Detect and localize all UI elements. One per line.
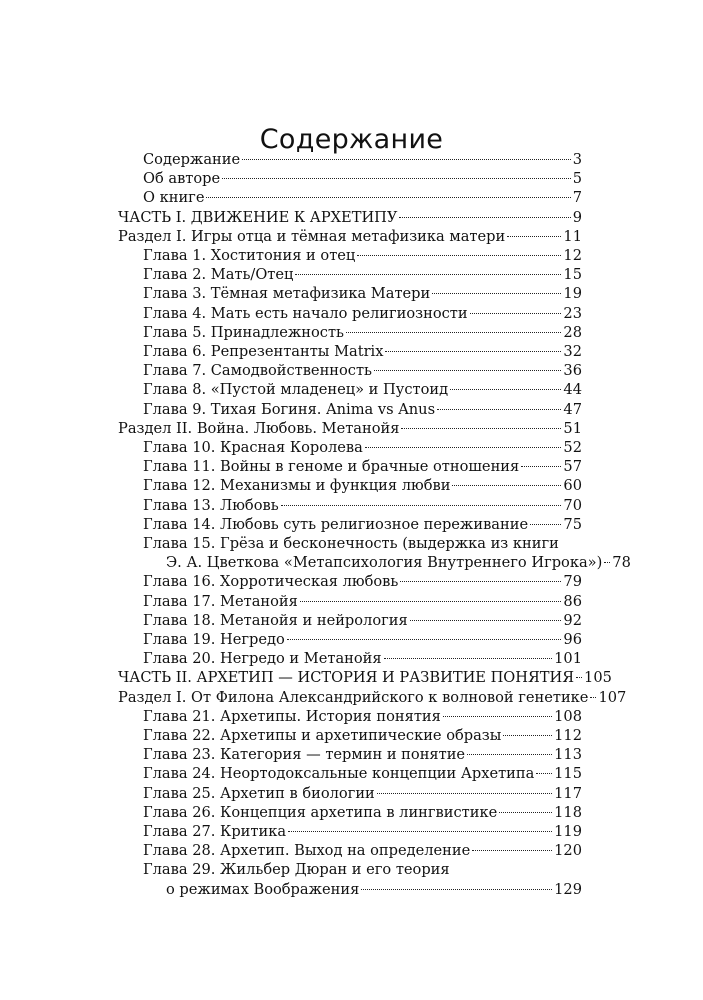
toc-entry (143, 150, 582, 170)
toc-entry (143, 707, 582, 727)
toc-entry (143, 572, 582, 592)
toc-leader-dots (452, 485, 561, 486)
toc-leader-dots (499, 812, 552, 813)
toc-entry (143, 457, 582, 477)
toc-entry (143, 860, 582, 880)
toc-leader-dots (432, 293, 561, 294)
toc-entry (143, 803, 582, 823)
toc-entry-label: Глава 8. «Пустой младенец» и Пустоид (143, 381, 449, 399)
toc-entry-label: Глава 16. Хорротическая любовь (143, 573, 399, 591)
toc-page-number: 44 (563, 381, 582, 399)
toc-entry-label: ЧАСТЬ II. АРХЕТИП — ИСТОРИЯ И РАЗВИТИЕ ПОНЯТИЯ (118, 669, 575, 687)
toc-leader-dots (604, 562, 610, 563)
toc-leader-dots (357, 255, 561, 256)
toc-entry (118, 208, 582, 228)
toc-entry-label: Глава 15. Грёза и бесконечность (выдержка из книги (143, 535, 559, 552)
toc-entry-label: О книге (143, 189, 205, 207)
toc-entry-label: Содержание (143, 151, 241, 168)
toc-entry (143, 515, 582, 535)
toc-leader-dots (281, 505, 562, 506)
toc-entry (143, 745, 582, 765)
toc-leader-dots (399, 217, 570, 218)
toc-entry (118, 668, 612, 688)
toc-entry (143, 822, 582, 842)
toc-entry (143, 496, 582, 516)
toc-leader-dots (443, 716, 552, 717)
toc-leader-dots (410, 620, 562, 621)
toc-leader-dots (300, 601, 562, 602)
toc-leader-dots (346, 332, 561, 333)
toc-entry (166, 553, 631, 573)
toc-page-number: 12 (563, 247, 582, 264)
toc-page-number: 112 (554, 727, 582, 744)
toc-entry-label: ЧАСТЬ I. ДВИЖЕНИЕ К АРХЕТИПУ (118, 208, 398, 226)
toc-entry-label: Глава 27. Критика (143, 823, 287, 840)
toc-entry (166, 880, 582, 900)
toc-page-number: 120 (554, 842, 582, 860)
toc-entry (143, 764, 582, 784)
toc-entry-label: Глава 14. Любовь суть религиозное переживание (143, 515, 529, 533)
toc-entry-label: Раздел I. Игры отца и тёмная метафизика матери (118, 227, 506, 245)
toc-entry-label: Глава 21. Архетипы. История понятия (143, 707, 441, 725)
toc-leader-dots (288, 831, 552, 832)
toc-leader-dots (521, 466, 561, 467)
toc-page-number: 15 (563, 266, 582, 284)
toc-entry-label: Глава 25. Архетип в биологии (143, 784, 375, 802)
toc-page-number: 3 (572, 151, 582, 168)
toc-leader-dots (365, 447, 562, 448)
toc-entry (143, 169, 582, 189)
toc-entry (143, 342, 582, 362)
toc-leader-dots (400, 581, 561, 582)
toc-page-number: 19 (563, 285, 582, 303)
toc-entry-label: Глава 18. Метанойя и нейрология (143, 611, 408, 629)
toc-entry (143, 380, 582, 400)
toc-leader-dots (503, 735, 552, 736)
toc-entry (143, 188, 582, 208)
toc-page-number: 70 (563, 496, 582, 514)
toc-entry-label: о режимах Воображения (166, 880, 360, 898)
toc-entry (143, 323, 582, 343)
toc-leader-dots (437, 409, 561, 410)
toc-leader-dots (287, 639, 562, 640)
toc-entry (143, 284, 582, 304)
toc-entry-label: Глава 9. Тихая Богиня. Anima vs Anus (143, 400, 436, 418)
toc-page-number: 105 (584, 669, 612, 687)
toc-page-number: 52 (563, 439, 582, 456)
toc-entry (143, 438, 582, 458)
toc-leader-dots (384, 658, 553, 659)
toc-entry-label: Глава 20. Негредо и Метанойя (143, 650, 382, 668)
toc-page-number: 96 (563, 631, 582, 648)
toc-entry (143, 534, 582, 554)
toc-entry (118, 419, 582, 439)
toc-page-number: 11 (563, 227, 582, 245)
toc-entry-label: Глава 4. Мать есть начало религиозности (143, 304, 468, 322)
toc-entry (143, 265, 582, 285)
toc-entry-label: Глава 17. Метанойя (143, 592, 298, 610)
toc-leader-dots (242, 159, 571, 160)
toc-page-number: 79 (563, 573, 582, 591)
toc-entry-label: Глава 22. Архетипы и архетипические образы (143, 727, 502, 744)
toc-page-number: 32 (563, 343, 582, 360)
toc-leader-dots (401, 428, 561, 429)
toc-entry-label: Глава 7. Самодвойственность (143, 362, 373, 380)
toc-page-number: 113 (554, 746, 582, 764)
toc-entry-label: Глава 26. Концепция архетипа в лингвистике (143, 803, 498, 821)
toc-page-number: 119 (554, 823, 582, 840)
toc-leader-dots (507, 236, 561, 237)
toc-entry-label: Глава 28. Архетип. Выход на определение (143, 842, 471, 860)
toc-leader-dots (576, 677, 582, 678)
toc-entry-label: Глава 23. Категория — термин и понятие (143, 746, 466, 764)
toc-page-number: 9 (572, 208, 582, 226)
toc-entry-label: Глава 11. Войны в геноме и брачные отношения (143, 458, 520, 476)
toc-leader-dots (536, 773, 552, 774)
toc-entry-label: Глава 13. Любовь (143, 496, 279, 514)
toc-page-number: 101 (554, 650, 582, 668)
toc-page-number: 107 (598, 688, 627, 706)
toc-page-number: 78 (612, 554, 631, 572)
toc-leader-dots (472, 850, 552, 851)
toc-page-number: 115 (554, 765, 582, 783)
toc-entry (143, 784, 582, 804)
toc-leader-dots (470, 313, 562, 314)
toc-page-number: 7 (572, 189, 582, 207)
toc-leader-dots (295, 274, 561, 275)
toc-entry (143, 726, 582, 746)
toc-page-number: 117 (554, 784, 582, 802)
toc-entry (143, 400, 582, 420)
toc-entry (143, 611, 582, 631)
toc-entry-label: Глава 29. Жильбер Дюран и его теория (143, 861, 450, 879)
toc-page-number: 57 (563, 458, 582, 476)
toc-leader-dots (374, 370, 561, 371)
toc-page-number: 23 (563, 304, 582, 322)
toc-page-number: 86 (563, 592, 582, 610)
toc-entry-label: Глава 3. Тёмная метафизика Матери (143, 285, 431, 303)
toc-page-number: 108 (554, 707, 582, 725)
toc-leader-dots (361, 889, 552, 890)
toc-leader-dots (222, 178, 571, 179)
toc-page-number: 28 (563, 323, 582, 341)
toc-entry-label: Глава 10. Красная Королева (143, 439, 363, 456)
toc-entry (143, 304, 582, 324)
toc-entry (118, 688, 627, 708)
toc-page-number: 51 (563, 419, 582, 437)
toc-page-number: 47 (563, 400, 582, 418)
toc-page-number: 118 (554, 803, 582, 821)
toc-entry-label: Раздел I. От Филона Александрийского к волновой генетике (118, 688, 589, 706)
toc-page-number: 5 (572, 170, 582, 188)
toc-page-number: 75 (563, 515, 582, 533)
toc-entry-label: Глава 1. Хоститония и отец (143, 247, 356, 264)
toc-entry-label: Глава 24. Неортодоксальные концепции Архетипа (143, 765, 535, 783)
toc-entry-label: Глава 2. Мать/Отец (143, 266, 294, 284)
toc-leader-dots (385, 351, 561, 352)
toc-entry-label: Глава 5. Принадлежность (143, 323, 344, 341)
toc-entry-label: Глава 12. Механизмы и функция любви (143, 477, 451, 495)
toc-entry (143, 649, 582, 669)
toc-leader-dots (590, 697, 596, 698)
toc-page-number: 129 (554, 880, 582, 898)
toc-entry-label: Глава 19. Негредо (143, 631, 285, 648)
toc-entry-label: Раздел II. Война. Любовь. Метанойя (118, 419, 400, 437)
toc-entry (143, 361, 582, 381)
toc-leader-dots (467, 754, 552, 755)
page-title: Содержание (259, 124, 444, 156)
toc-page-number: 60 (563, 477, 582, 495)
toc-leader-dots (377, 793, 552, 794)
toc-entry (143, 841, 582, 861)
toc-entry (118, 227, 582, 247)
toc-leader-dots (530, 524, 561, 525)
toc-leader-dots (450, 389, 561, 390)
toc-entry (143, 630, 582, 650)
toc-page-number: 36 (563, 362, 582, 380)
toc-entry-label: Э. А. Цветкова «Метапсихология Внутреннего Игрока») (166, 554, 603, 572)
toc-entry-label: Об авторе (143, 170, 221, 188)
toc-leader-dots (206, 197, 570, 198)
toc-entry (143, 476, 582, 496)
toc-page-number: 92 (563, 611, 582, 629)
toc-entry-label: Глава 6. Репрезентанты Matrix (143, 343, 384, 360)
toc-entry (143, 592, 582, 612)
toc-entry (143, 246, 582, 266)
